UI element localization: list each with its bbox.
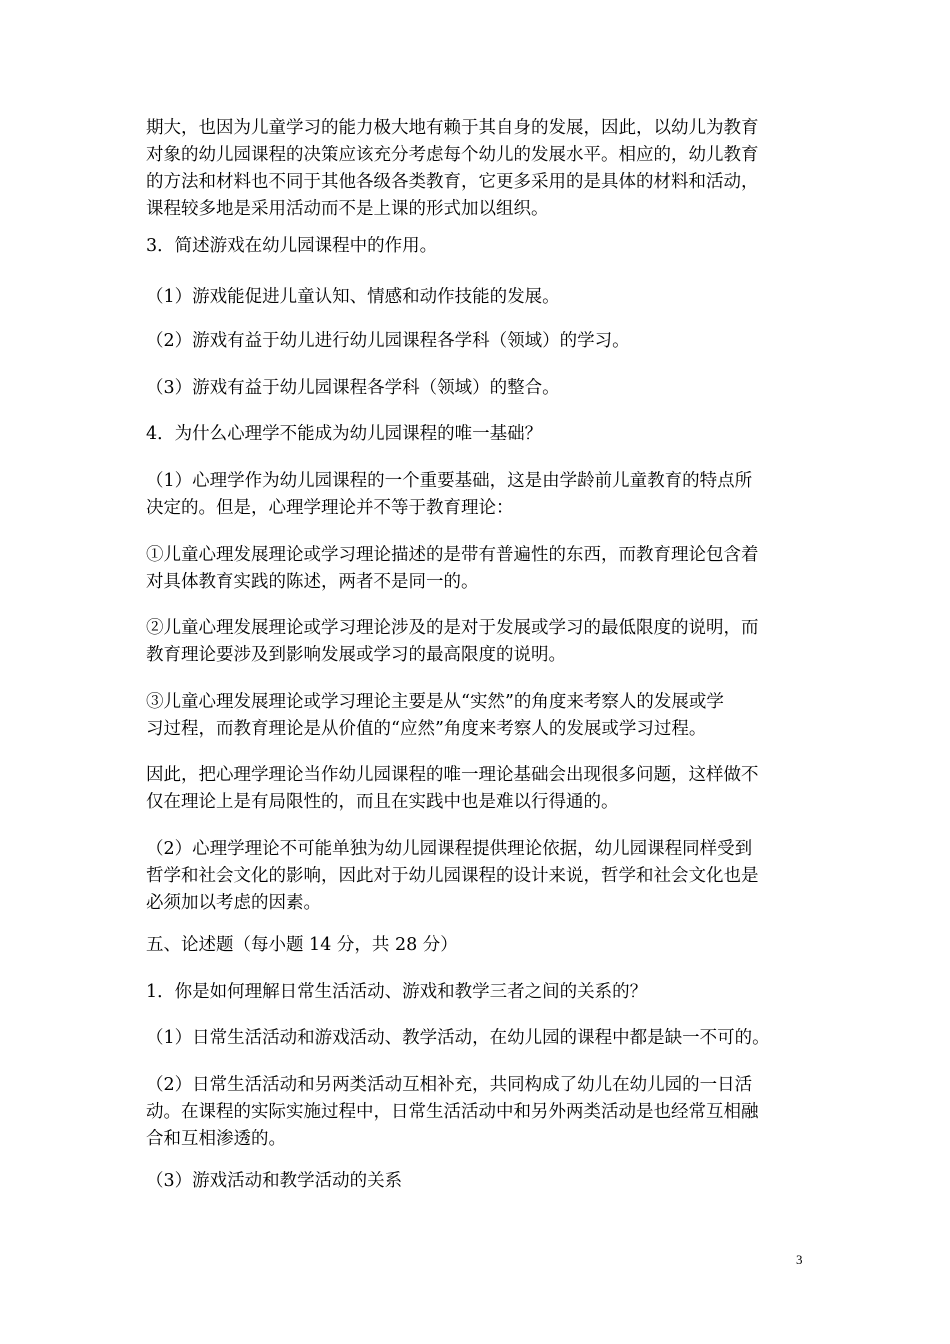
text-line: （1）心理学作为幼儿园课程的一个重要基础，这是由学龄前儿童教育的特点所 [146,471,753,491]
text-line: 对象的幼儿园课程的决策应该充分考虑每个幼儿的发展水平。相应的，幼儿教育 [146,145,759,165]
answer-subitem [146,542,814,596]
text-line: 的方法和材料也不同于其他各级各类教育，它更多采用的是具体的材料和活动， [146,172,759,192]
answer-item [146,328,814,355]
text-line: 五、论述题（每小题 14 分，共 28 分） [146,935,458,955]
section-5-heading [146,932,814,959]
text-line: 哲学和社会文化的影响，因此对于幼儿园课程的设计来说，哲学和社会文化也是 [146,866,759,886]
answer-item [146,284,814,311]
text-line: 期大，也因为儿童学习的能力极大地有赖于其自身的发展，因此，以幼儿为教育 [146,118,759,138]
text-line: （2）日常生活活动和另两类活动互相补充，共同构成了幼儿在幼儿园的一日活 [146,1075,753,1095]
text-line: 1．你是如何理解日常生活活动、游戏和教学三者之间的关系的？ [146,982,648,1002]
essay-question-1-heading [146,979,814,1006]
answer-item [146,836,814,917]
text-line: （3）游戏有益于幼儿园课程各学科（领域）的整合。 [146,378,560,398]
text-line: （1）游戏能促进儿童认知、情感和动作技能的发展。 [146,287,560,307]
answer-item [146,1072,814,1153]
text-line: ③儿童心理发展理论或学习理论主要是从“实然”的角度来考察人的发展或学 [146,692,724,712]
text-line: 课程较多地是采用活动而不是上课的形式加以组织。 [146,199,549,219]
text-line: 必须加以考虑的因素。 [146,893,321,913]
answer-item [146,468,814,522]
text-line: ②儿童心理发展理论或学习理论涉及的是对于发展或学习的最低限度的说明，而 [146,618,759,638]
page-number: 3 [796,1252,803,1267]
paragraph-intro-continuation [146,115,814,223]
text-line: 对具体教育实践的陈述，两者不是同一的。 [146,572,479,592]
answer-subitem [146,615,814,669]
text-line: （3）游戏活动和教学活动的关系 [146,1171,403,1191]
answer-item [146,1168,814,1195]
text-line: 3．简述游戏在幼儿园课程中的作用。 [146,236,438,256]
question-4-heading [146,421,814,448]
answer-item [146,375,814,402]
text-line: ①儿童心理发展理论或学习理论描述的是带有普遍性的东西，而教育理论包含着 [146,545,759,565]
text-line: （1）日常生活活动和游戏活动、教学活动，在幼儿园的课程中都是缺一不可的。 [146,1028,770,1048]
text-line: （2）心理学理论不可能单独为幼儿园课程提供理论依据，幼儿园课程同样受到 [146,839,753,859]
text-line: 决定的。但是，心理学理论并不等于教育理论： [146,498,514,518]
text-line: 因此，把心理学理论当作幼儿园课程的唯一理论基础会出现很多问题，这样做不 [146,765,759,785]
answer-item [146,1025,814,1052]
conclusion-paragraph [146,762,814,816]
text-line: 习过程，而教育理论是从价值的“应然”角度来考察人的发展或学习过程。 [146,719,707,739]
text-line: 动。在课程的实际实施过程中，日常生活活动中和另外两类活动是也经常互相融 [146,1102,759,1122]
text-line: 仅在理论上是有局限性的，而且在实践中也是难以行得通的。 [146,792,619,812]
answer-subitem [146,689,814,743]
question-3-heading [146,233,814,260]
text-line: 教育理论要涉及到影响发展或学习的最高限度的说明。 [146,645,566,665]
text-line: （2）游戏有益于幼儿进行幼儿园课程各学科（领域）的学习。 [146,331,630,351]
text-line: 4．为什么心理学不能成为幼儿园课程的唯一基础？ [146,424,543,444]
text-line: 合和互相渗透的。 [146,1129,286,1149]
